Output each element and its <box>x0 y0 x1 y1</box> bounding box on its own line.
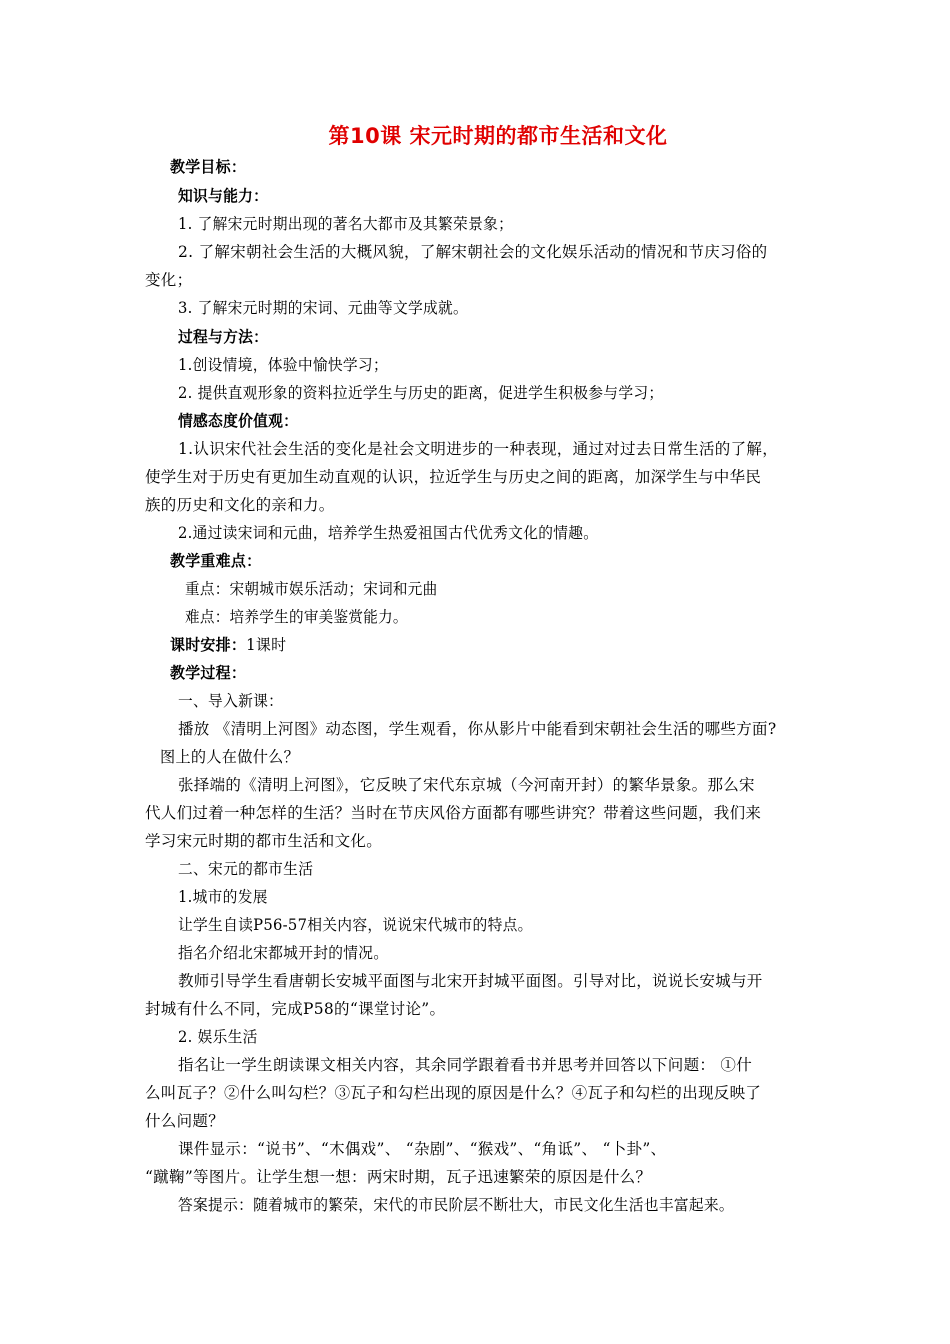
subheading-process-method: 过程与方法： <box>178 328 269 346</box>
section-heading-key-points: 教学重难点： <box>170 552 262 570</box>
intro-paragraph-1-cont: 图上的人在做什么？ <box>160 748 300 766</box>
city-paragraph-3: 教师引导学生看唐朝长安城平面图与北宋开封城平面图。引导对比，说说长安城与开 <box>178 972 763 990</box>
schedule-line <box>170 635 815 655</box>
goal-item-1: 1. 了解宋元时期出现的著名大都市及其繁荣景象； <box>178 215 514 233</box>
step-heading-city-life: 二、宋元的都市生活 <box>178 860 314 878</box>
subheading-knowledge-ability: 知识与能力： <box>178 187 269 205</box>
intro-paragraph-2-cont: 代人们过着一种怎样的生活？当时在节庆风俗方面都有哪些讲究？带着这些问题，我们来 <box>145 804 762 822</box>
difficult-point: 难点：培养学生的审美鉴赏能力。 <box>185 608 408 626</box>
city-paragraph-2: 指名介绍北宋都城开封的情况。 <box>178 944 389 962</box>
emotion-item-1-cont: 使学生对于历史有更加生动直观的认识，拉近学生与历史之间的距离，加深学生与中华民 <box>145 468 762 486</box>
intro-paragraph-1: 播放 《清明上河图》动态图，学生观看，你从影片中能看到宋朝社会生活的哪些方面? <box>178 720 777 738</box>
subsection-entertainment: 2. 娱乐生活 <box>178 1028 258 1046</box>
section-heading-teaching-goals: 教学目标： <box>170 158 247 176</box>
subsection-city-development: 1.城市的发展 <box>178 888 268 906</box>
intro-paragraph-2-cont2: 学习宋元时期的都市生活和文化。 <box>145 832 383 850</box>
goal-item-3: 3. 了解宋元时期的宋词、元曲等文学成就。 <box>178 299 469 317</box>
city-paragraph-1: 让学生自读P56-57相关内容，说说宋代城市的特点。 <box>178 916 533 934</box>
entertainment-paragraph-1: 指名让一学生朗读课文相关内容，其余同学跟着看书并思考并回答以下问题： ①什 <box>178 1056 753 1074</box>
step-heading-intro: 一、导入新课： <box>178 692 284 710</box>
key-point: 重点：宋朝城市娱乐活动；宋词和元曲 <box>185 580 438 598</box>
section-heading-teaching-process: 教学过程： <box>170 664 247 682</box>
emotion-item-1-cont2: 族的历史和文化的亲和力。 <box>145 496 335 514</box>
entertainment-paragraph-2-cont: “蹴鞠”等图片。让学生想一想：两宋时期，瓦子迅速繁荣的原因是什么？ <box>145 1168 652 1186</box>
process-item-2: 2. 提供直观形象的资料拉近学生与历史的距离，促进学生积极参与学习； <box>178 384 664 402</box>
intro-paragraph-2: 张择端的《清明上河图》，它反映了宋代东京城（今河南开封）的繁华景象。那么宋 <box>178 776 755 794</box>
goal-item-2: 2. 了解宋朝社会生活的大概风貌，了解宋朝社会的文化娱乐活动的情况和节庆习俗的 <box>178 243 768 261</box>
entertainment-paragraph-2: 课件显示：“说书”、“木偶戏”、 “杂剧”、“猴戏”、“角诋”、 “卜卦”、 <box>178 1140 667 1158</box>
emotion-item-1: 1.认识宋代社会生活的变化是社会文明进步的一种表现，通过对过去日常生活的了解， <box>178 440 778 458</box>
city-paragraph-3-cont: 封城有什么不同，完成P58的“课堂讨论”。 <box>145 1000 446 1018</box>
entertainment-paragraph-1-cont2: 什么问题？ <box>145 1112 225 1130</box>
entertainment-paragraph-1-cont: 么叫瓦子？②什么叫勾栏？③瓦子和勾栏出现的原因是什么？④瓦子和勾栏的出现反映了 <box>145 1084 762 1102</box>
schedule-label: 课时安排： <box>170 636 247 654</box>
process-item-1: 1.创设情境，体验中愉快学习； <box>178 356 388 374</box>
schedule-value: 1课时 <box>246 636 287 654</box>
answer-hint: 答案提示：随着城市的繁荣，宋代的市民阶层不断壮大，市民文化生活也丰富起来。 <box>178 1196 734 1214</box>
subheading-emotion-values: 情感态度价值观： <box>178 412 299 430</box>
goal-item-2-cont: 变化； <box>145 271 193 289</box>
lesson-title: 第10课 宋元时期的都市生活和文化 <box>328 124 668 148</box>
emotion-item-2: 2.通过读宋词和元曲，培养学生热爱祖国古代优秀文化的情趣。 <box>178 524 599 542</box>
